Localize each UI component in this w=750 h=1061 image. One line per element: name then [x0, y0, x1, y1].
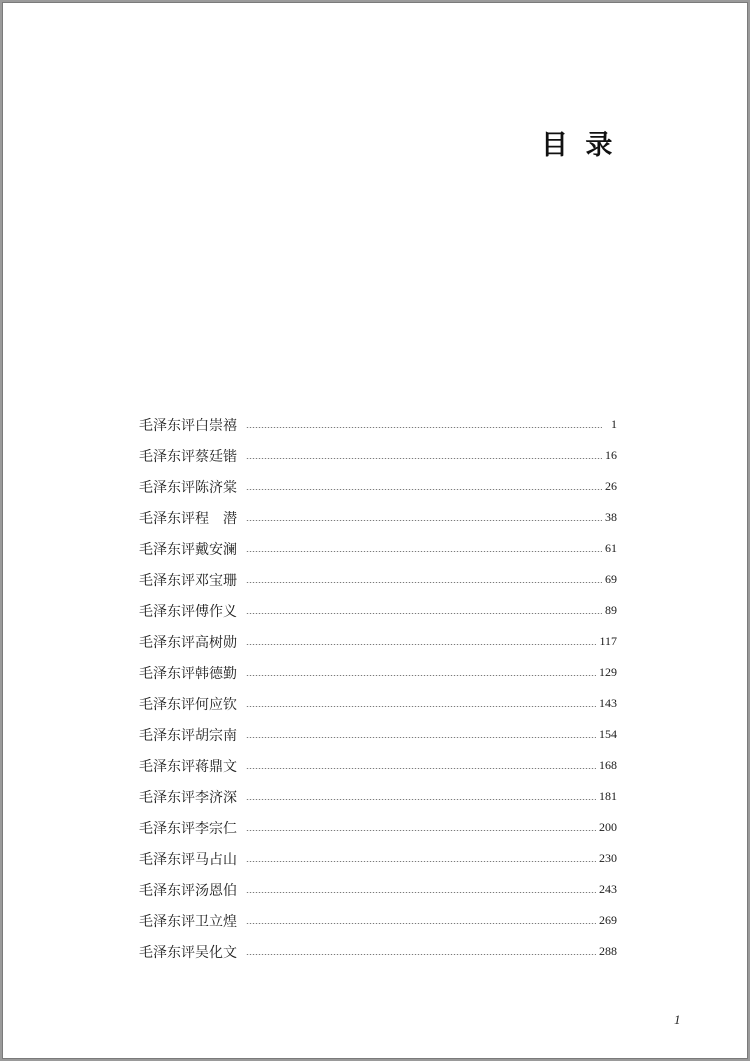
- toc-entry-title: 毛泽东评程 潜: [139, 510, 237, 527]
- toc-leader-dots: [246, 582, 602, 583]
- toc-entry[interactable]: [139, 595, 617, 626]
- toc-entry[interactable]: [139, 905, 617, 936]
- toc-entry-page-number: 143: [599, 696, 617, 710]
- toc-entry[interactable]: [139, 626, 617, 657]
- toc-entry-page-number: 89: [605, 603, 617, 617]
- toc-entry-title: 毛泽东评李宗仁: [139, 820, 237, 837]
- table-of-contents: [139, 409, 617, 967]
- toc-entry-page-number: 117: [599, 634, 617, 648]
- toc-entry-page-number: 168: [599, 758, 617, 772]
- toc-entry-title: 毛泽东评蒋鼎文: [139, 758, 237, 775]
- toc-entry-page-number: 181: [599, 789, 617, 803]
- toc-entry-page-number: 288: [599, 944, 617, 958]
- toc-entry-page-number: 61: [605, 541, 617, 555]
- toc-entry[interactable]: [139, 564, 617, 595]
- book-page: [2, 2, 748, 1059]
- toc-leader-dots: [246, 675, 596, 676]
- toc-entry[interactable]: [139, 471, 617, 502]
- toc-leader-dots: [246, 458, 602, 459]
- toc-entry[interactable]: [139, 688, 617, 719]
- toc-entry[interactable]: [139, 502, 617, 533]
- toc-entry-title: 毛泽东评戴安澜: [139, 541, 237, 558]
- toc-entry-page-number: 269: [599, 913, 617, 927]
- toc-entry-title: 毛泽东评韩德勤: [139, 665, 237, 682]
- toc-leader-dots: [246, 551, 602, 552]
- toc-leader-dots: [246, 489, 602, 490]
- toc-entry[interactable]: [139, 843, 617, 874]
- toc-leader-dots: [246, 520, 602, 521]
- toc-entry[interactable]: [139, 936, 617, 967]
- toc-entry[interactable]: [139, 874, 617, 905]
- toc-entry-page-number: 26: [605, 479, 617, 493]
- toc-entry[interactable]: [139, 781, 617, 812]
- toc-leader-dots: [246, 830, 596, 831]
- toc-entry-page-number: 154: [599, 727, 617, 741]
- toc-entry-title: 毛泽东评吴化文: [139, 944, 237, 961]
- toc-entry[interactable]: [139, 750, 617, 781]
- toc-entry[interactable]: [139, 719, 617, 750]
- page-title: 目 录: [541, 130, 617, 161]
- toc-entry[interactable]: [139, 440, 617, 471]
- toc-entry-title: 毛泽东评蔡廷锴: [139, 448, 237, 465]
- page-number: 1: [674, 1012, 681, 1027]
- toc-leader-dots: [246, 768, 596, 769]
- toc-entry-title: 毛泽东评邓宝珊: [139, 572, 237, 589]
- toc-entry[interactable]: [139, 812, 617, 843]
- toc-entry[interactable]: [139, 657, 617, 688]
- toc-entry-page-number: 38: [605, 510, 617, 524]
- toc-entry-title: 毛泽东评何应钦: [139, 696, 237, 713]
- toc-entry-page-number: 129: [599, 665, 617, 679]
- toc-entry-title: 毛泽东评马占山: [139, 851, 237, 868]
- toc-leader-dots: [246, 892, 596, 893]
- toc-leader-dots: [246, 861, 596, 862]
- toc-leader-dots: [246, 799, 596, 800]
- toc-leader-dots: [246, 644, 596, 645]
- toc-entry-title: 毛泽东评白崇禧: [139, 417, 237, 434]
- toc-entry-page-number: 69: [605, 572, 617, 586]
- toc-leader-dots: [246, 923, 596, 924]
- toc-entry-title: 毛泽东评汤恩伯: [139, 882, 237, 899]
- toc-leader-dots: [246, 613, 602, 614]
- toc-leader-dots: [246, 737, 596, 738]
- toc-entry-page-number: 230: [599, 851, 617, 865]
- toc-entry-title: 毛泽东评陈济棠: [139, 479, 237, 496]
- toc-entry-page-number: 1: [611, 417, 617, 431]
- toc-leader-dots: [246, 706, 596, 707]
- toc-leader-dots: [246, 954, 596, 955]
- toc-entry-title: 毛泽东评胡宗南: [139, 727, 237, 744]
- toc-entry-title: 毛泽东评傅作义: [139, 603, 237, 620]
- toc-entry[interactable]: [139, 409, 617, 440]
- toc-entry-title: 毛泽东评高树勋: [139, 634, 237, 651]
- toc-entry-page-number: 200: [599, 820, 617, 834]
- toc-leader-dots: [246, 427, 602, 428]
- toc-entry-page-number: 243: [599, 882, 617, 896]
- toc-entry[interactable]: [139, 533, 617, 564]
- toc-entry-title: 毛泽东评卫立煌: [139, 913, 237, 930]
- toc-entry-title: 毛泽东评李济深: [139, 789, 237, 806]
- toc-entry-page-number: 16: [605, 448, 617, 462]
